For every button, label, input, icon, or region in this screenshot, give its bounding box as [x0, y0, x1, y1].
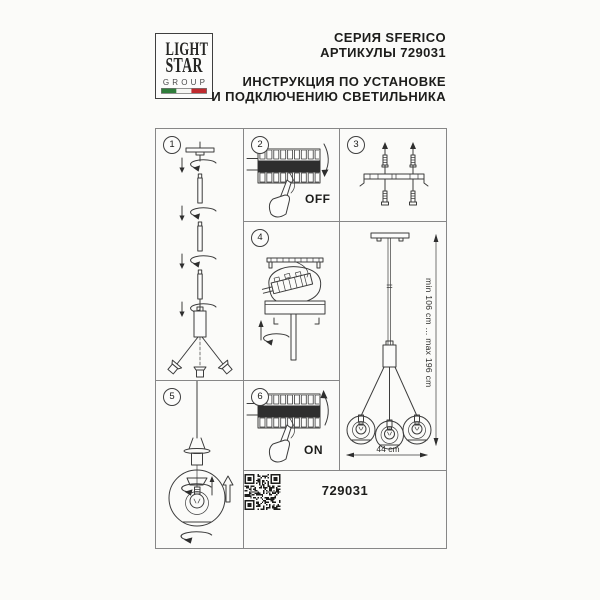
step-5-badge: 5: [163, 388, 181, 406]
rod-assembly-drawing: [156, 129, 244, 381]
article-number: 729031: [321, 483, 369, 498]
step-2-cell: [244, 129, 340, 222]
step-1-badge: 1: [163, 136, 181, 154]
step-6-badge: 6: [251, 388, 269, 406]
qr-code: [244, 474, 281, 510]
width-dimension-label: 44 cm: [376, 444, 400, 454]
logo-star-text: STAR: [165, 53, 203, 77]
step-2-badge: 2: [251, 136, 269, 154]
lightstar-logo: [155, 33, 213, 99]
step-4-cell: [244, 222, 340, 381]
step-5-cell: [156, 381, 244, 548]
fixture-dimensions-cell: [340, 222, 446, 471]
step-3-badge: 3: [347, 136, 365, 154]
step-3-cell: [340, 129, 446, 222]
italy-flag-icon: [161, 88, 207, 94]
article-footer-cell: [244, 471, 446, 548]
step-4-badge: 4: [251, 229, 269, 247]
logo-light-text: LIGHT: [165, 39, 209, 60]
glass-shade-drawing: [156, 381, 244, 548]
height-dimension-label: min 106 cm ... max 196 cm: [424, 278, 434, 388]
on-label: ON: [304, 443, 323, 457]
off-label: OFF: [305, 192, 331, 206]
articles-line: АРТИКУЛЫ 729031: [320, 45, 446, 60]
step-6-cell: [244, 381, 340, 471]
series-title: СЕРИЯ SFERICO: [333, 30, 446, 45]
instruction-grid: [155, 128, 447, 549]
instruction-title-line2: И ПОДКЛЮЧЕНИЮ СВЕТИЛЬНИКА: [211, 89, 446, 104]
header-titles: [211, 30, 446, 104]
logo-group-text: GROUP: [162, 78, 209, 87]
instruction-title-line1: ИНСТРУКЦИЯ ПО УСТАНОВКЕ: [242, 74, 446, 89]
step-1-cell: [156, 129, 244, 381]
